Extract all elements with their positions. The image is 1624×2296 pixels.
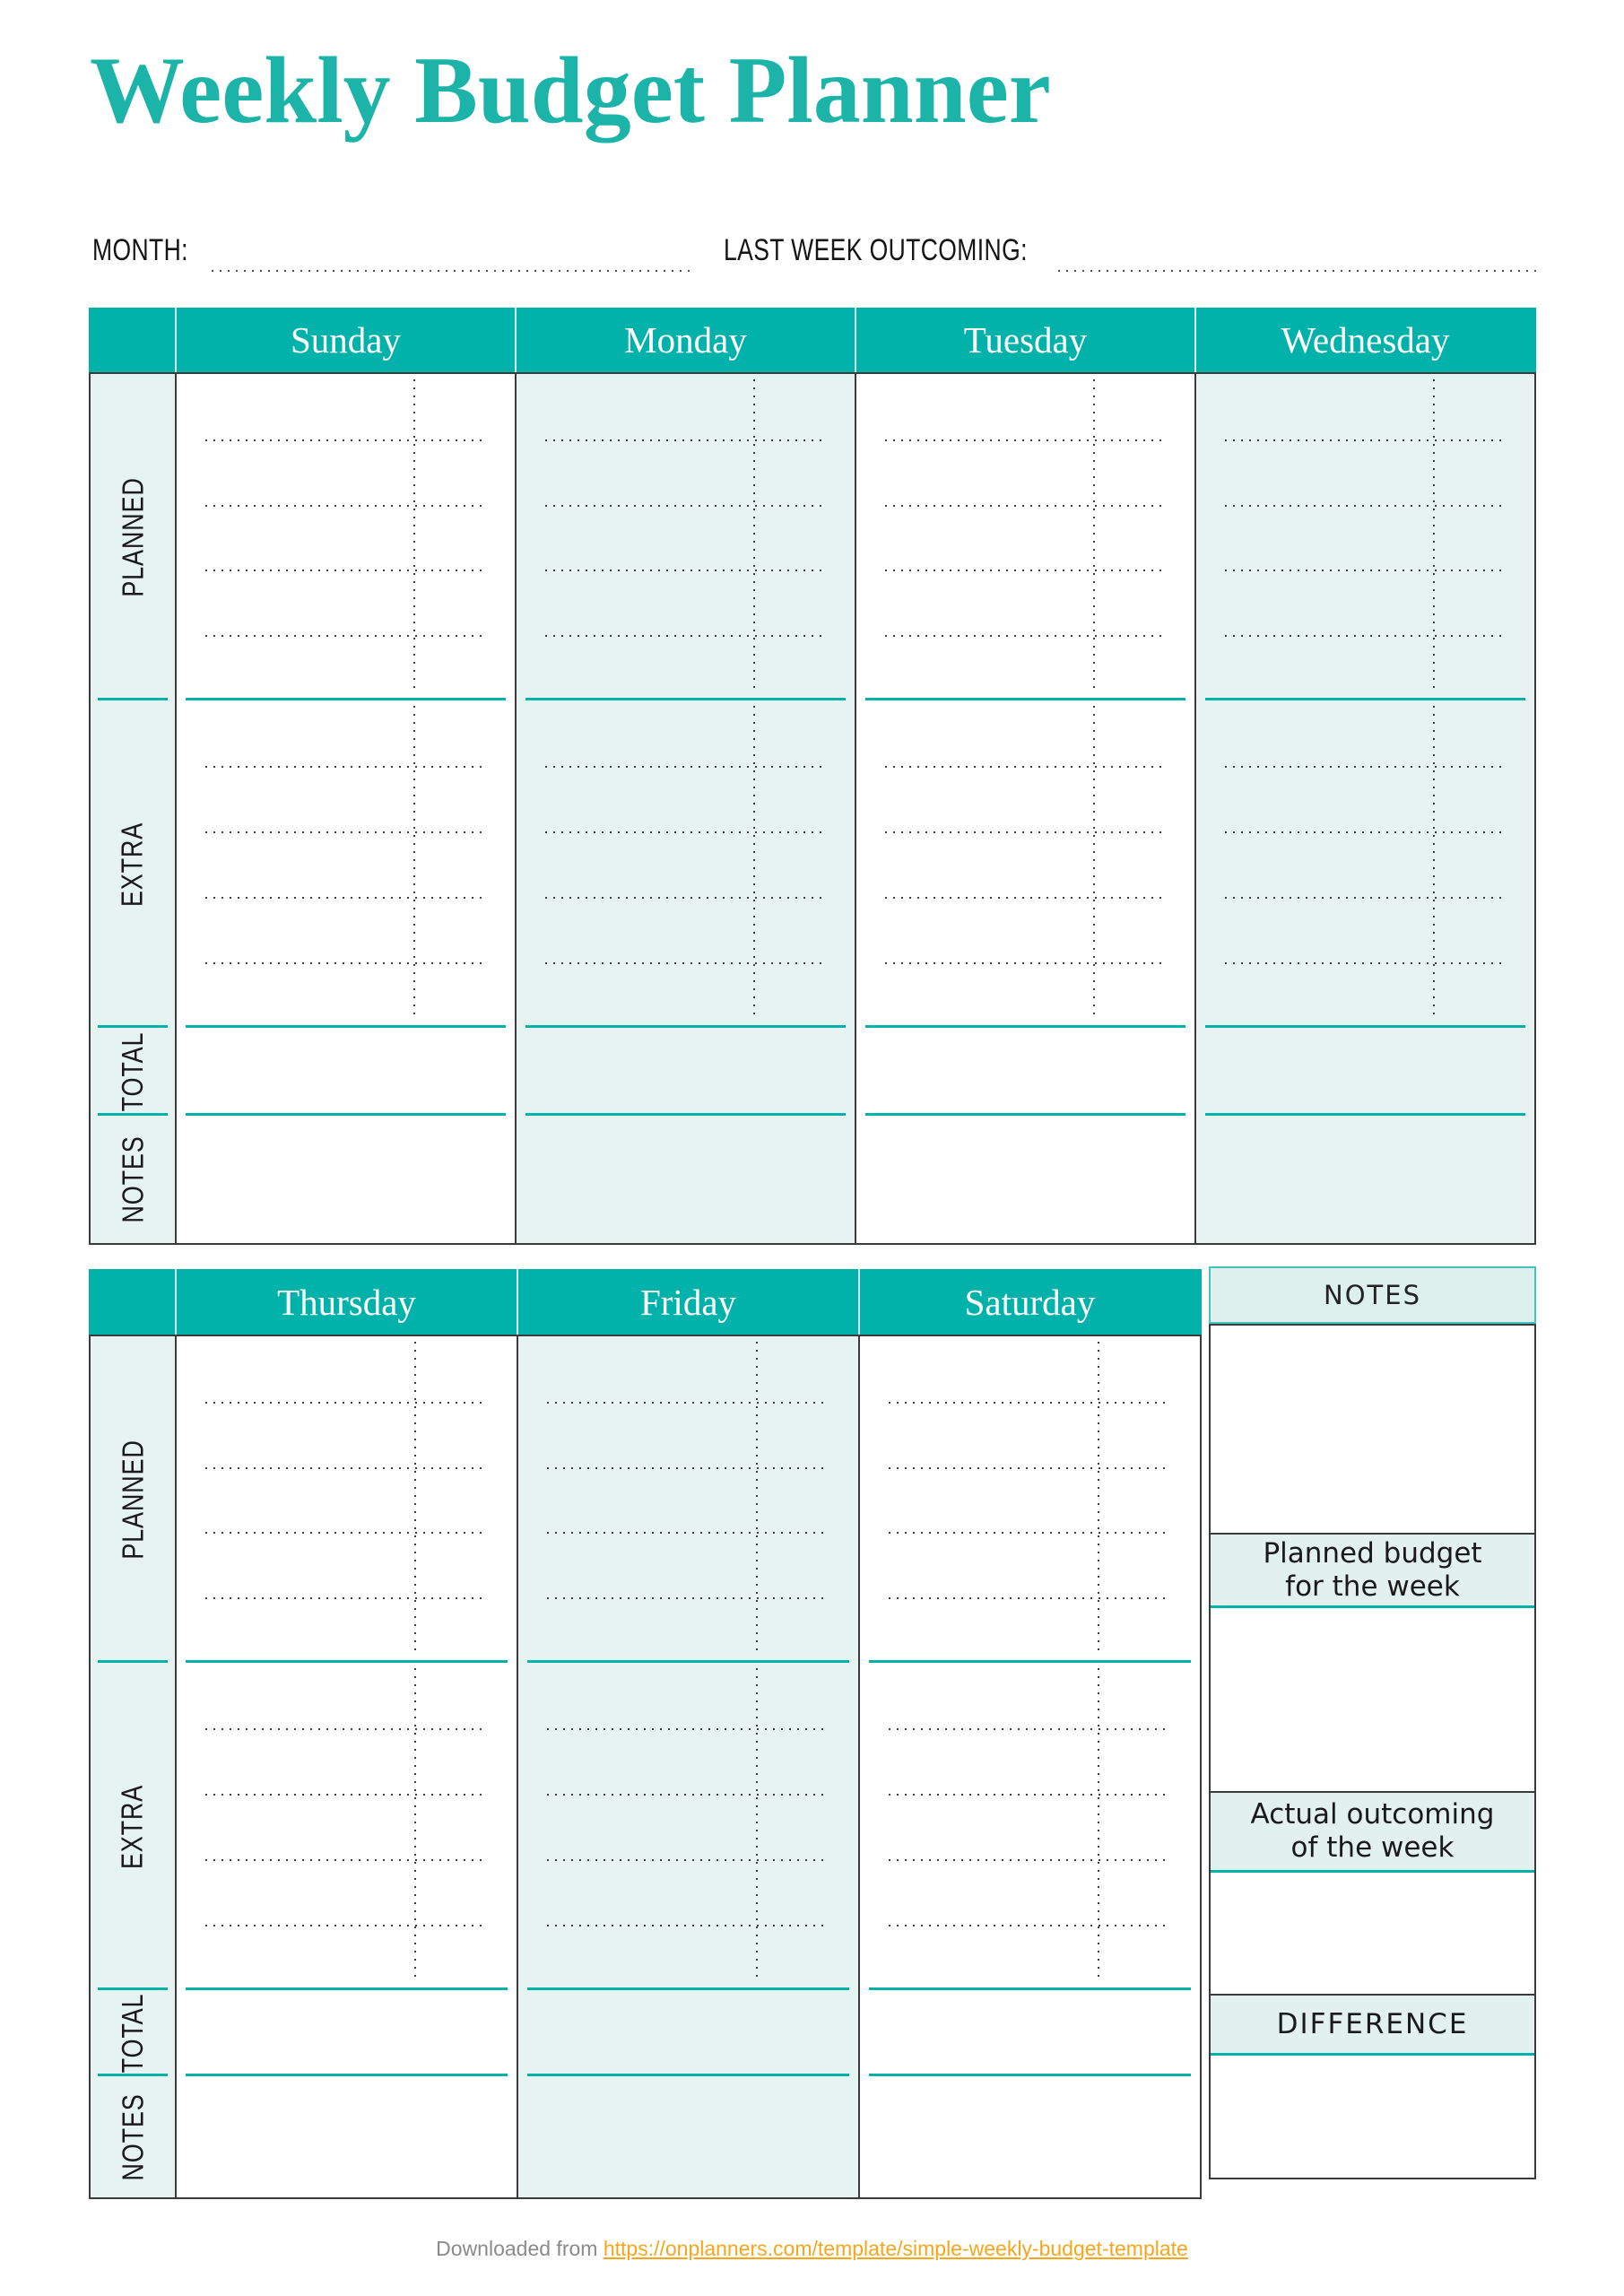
write-line (205, 766, 482, 768)
week-table-sun-wed (89, 308, 1536, 1245)
notes-cell (1196, 1116, 1534, 1243)
day-header-tuesday: Tuesday (855, 308, 1194, 372)
extra-cell (177, 700, 515, 1028)
sidebar-summary-box (1209, 1324, 1536, 2179)
write-line (1225, 570, 1502, 571)
write-line (885, 897, 1162, 899)
table2-row-label-column (91, 1336, 175, 2197)
table2-body (89, 1335, 1202, 2199)
write-line (205, 635, 482, 637)
write-line (547, 1925, 826, 1926)
month-label-text: MONTH: (92, 233, 188, 267)
footer-prefix: Downloaded from (436, 2237, 598, 2260)
write-line (885, 635, 1162, 637)
row-label-planned: PLANNED (91, 374, 175, 700)
extra-cell (860, 1663, 1200, 1990)
write-line (545, 505, 822, 507)
total-cell (517, 1028, 855, 1116)
last-week-label-text: LAST WEEK OUTCOMING: (724, 233, 1028, 267)
total-cell (177, 1028, 515, 1116)
day-header-wednesday: Wednesday (1194, 308, 1534, 372)
last-week-write-line (1058, 270, 1536, 272)
write-line (547, 1597, 826, 1599)
amount-separator (1098, 1342, 1099, 1652)
write-line (889, 1402, 1168, 1404)
amount-separator (753, 706, 755, 1017)
table2-header-row (89, 1269, 1202, 1335)
write-line (545, 635, 822, 637)
day-header-monday: Monday (515, 308, 855, 372)
write-line (889, 1467, 1168, 1469)
footer-template-link[interactable]: https://onplanners.com/template/simple-weekly-budget-template (603, 2237, 1188, 2260)
extra-cell (1196, 700, 1534, 1028)
notes-cell (518, 2076, 858, 2197)
planned-cell (517, 374, 855, 700)
extra-cell (177, 1663, 517, 1990)
planned-cell (1196, 374, 1534, 700)
write-line (545, 570, 822, 571)
difference-write-area (1211, 2056, 1534, 2178)
difference-label: DIFFERENCE (1211, 1994, 1534, 2056)
write-line (205, 1402, 484, 1404)
write-line (885, 439, 1162, 441)
actual-outcoming-write-area (1211, 1873, 1534, 1994)
sidebar-notes-write-area (1211, 1326, 1534, 1533)
table1-body (89, 372, 1536, 1245)
write-line (545, 831, 822, 833)
write-line (545, 962, 822, 964)
write-line (205, 1859, 484, 1861)
amount-separator (1093, 379, 1095, 690)
total-cell (856, 1028, 1194, 1116)
write-line (205, 1728, 484, 1730)
write-line (205, 1532, 484, 1534)
write-line (889, 1794, 1168, 1796)
write-line (547, 1794, 826, 1796)
total-cell (518, 1990, 858, 2076)
write-line (885, 962, 1162, 964)
planned-budget-label: Planned budget for the week (1211, 1533, 1534, 1608)
write-line (205, 570, 482, 571)
write-line (205, 1925, 484, 1926)
extra-cell (517, 700, 855, 1028)
write-line (205, 1467, 484, 1469)
amount-separator (1433, 706, 1435, 1017)
footer (0, 2237, 1624, 2261)
write-line (205, 505, 482, 507)
table1-header-spacer (89, 308, 175, 372)
day-column-tuesday (855, 374, 1194, 1243)
day-header-saturday: Saturday (858, 1269, 1200, 1335)
extra-cell (518, 1663, 858, 1990)
notes-cell (517, 1116, 855, 1243)
extra-cell (856, 700, 1194, 1028)
write-line (205, 831, 482, 833)
amount-separator (756, 1342, 758, 1652)
amount-separator (413, 706, 415, 1017)
row-label-extra: EXTRA (91, 700, 175, 1028)
write-line (1225, 766, 1502, 768)
write-line (205, 897, 482, 899)
write-line (1225, 831, 1502, 833)
row-label-notes: NOTES (116, 2092, 149, 2181)
actual-outcoming-label: Actual outcoming of the week (1211, 1791, 1534, 1873)
planned-cell (177, 1336, 517, 1663)
write-line (885, 570, 1162, 571)
total-cell (860, 1990, 1200, 2076)
write-line (1225, 505, 1502, 507)
day-header-thursday: Thursday (175, 1269, 517, 1335)
notes-cell (856, 1116, 1194, 1243)
write-line (1225, 439, 1502, 441)
write-line (889, 1728, 1168, 1730)
write-line (885, 505, 1162, 507)
write-line (547, 1402, 826, 1404)
page-title: Weekly Budget Planner (90, 38, 1051, 143)
write-line (1225, 635, 1502, 637)
amount-separator (414, 1342, 416, 1652)
write-line (1225, 897, 1502, 899)
write-line (889, 1597, 1168, 1599)
write-line (889, 1859, 1168, 1861)
write-line (1225, 962, 1502, 964)
table2-header-spacer (89, 1269, 175, 1335)
month-field-label (92, 233, 215, 268)
month-write-line (212, 270, 692, 272)
write-line (547, 1728, 826, 1730)
day-column-wednesday (1194, 374, 1534, 1243)
write-line (545, 439, 822, 441)
notes-cell (177, 2076, 517, 2197)
sidebar-notes-header: NOTES (1209, 1266, 1536, 1324)
write-line (889, 1925, 1168, 1926)
day-column-thursday (175, 1336, 517, 2197)
amount-separator (414, 1668, 416, 1979)
day-column-saturday (858, 1336, 1200, 2197)
write-line (205, 1597, 484, 1599)
write-line (545, 766, 822, 768)
last-week-field-label (724, 233, 1113, 268)
write-line (205, 1794, 484, 1796)
row-label-planned: PLANNED (91, 1336, 175, 1663)
write-line (547, 1467, 826, 1469)
write-line (547, 1532, 826, 1534)
day-column-monday (515, 374, 855, 1243)
table1-row-label-column (91, 374, 175, 1243)
amount-separator (1433, 379, 1435, 690)
row-label-total: TOTAL (91, 1028, 175, 1116)
amount-separator (413, 379, 415, 690)
planned-cell (518, 1336, 858, 1663)
amount-separator (1093, 706, 1095, 1017)
notes-cell (860, 2076, 1200, 2197)
write-line (545, 897, 822, 899)
write-line (205, 439, 482, 441)
day-header-friday: Friday (517, 1269, 858, 1335)
write-line (885, 766, 1162, 768)
write-line (889, 1532, 1168, 1534)
amount-separator (756, 1668, 758, 1979)
write-line (205, 962, 482, 964)
total-cell (1196, 1028, 1534, 1116)
planned-budget-write-area (1211, 1608, 1534, 1791)
notes-cell (177, 1116, 515, 1243)
day-column-sunday (175, 374, 515, 1243)
planned-cell (860, 1336, 1200, 1663)
row-label-notes: NOTES (116, 1135, 149, 1223)
amount-separator (753, 379, 755, 690)
row-label-extra: EXTRA (91, 1663, 175, 1990)
amount-separator (1098, 1668, 1099, 1979)
planned-cell (856, 374, 1194, 700)
write-line (547, 1859, 826, 1861)
row-label-total: TOTAL (91, 1990, 175, 2076)
write-line (885, 831, 1162, 833)
table1-header-row (89, 308, 1536, 372)
total-cell (177, 1990, 517, 2076)
day-header-sunday: Sunday (175, 308, 515, 372)
week-table-thu-sat (89, 1269, 1202, 2199)
planned-cell (177, 374, 515, 700)
day-column-friday (517, 1336, 858, 2197)
